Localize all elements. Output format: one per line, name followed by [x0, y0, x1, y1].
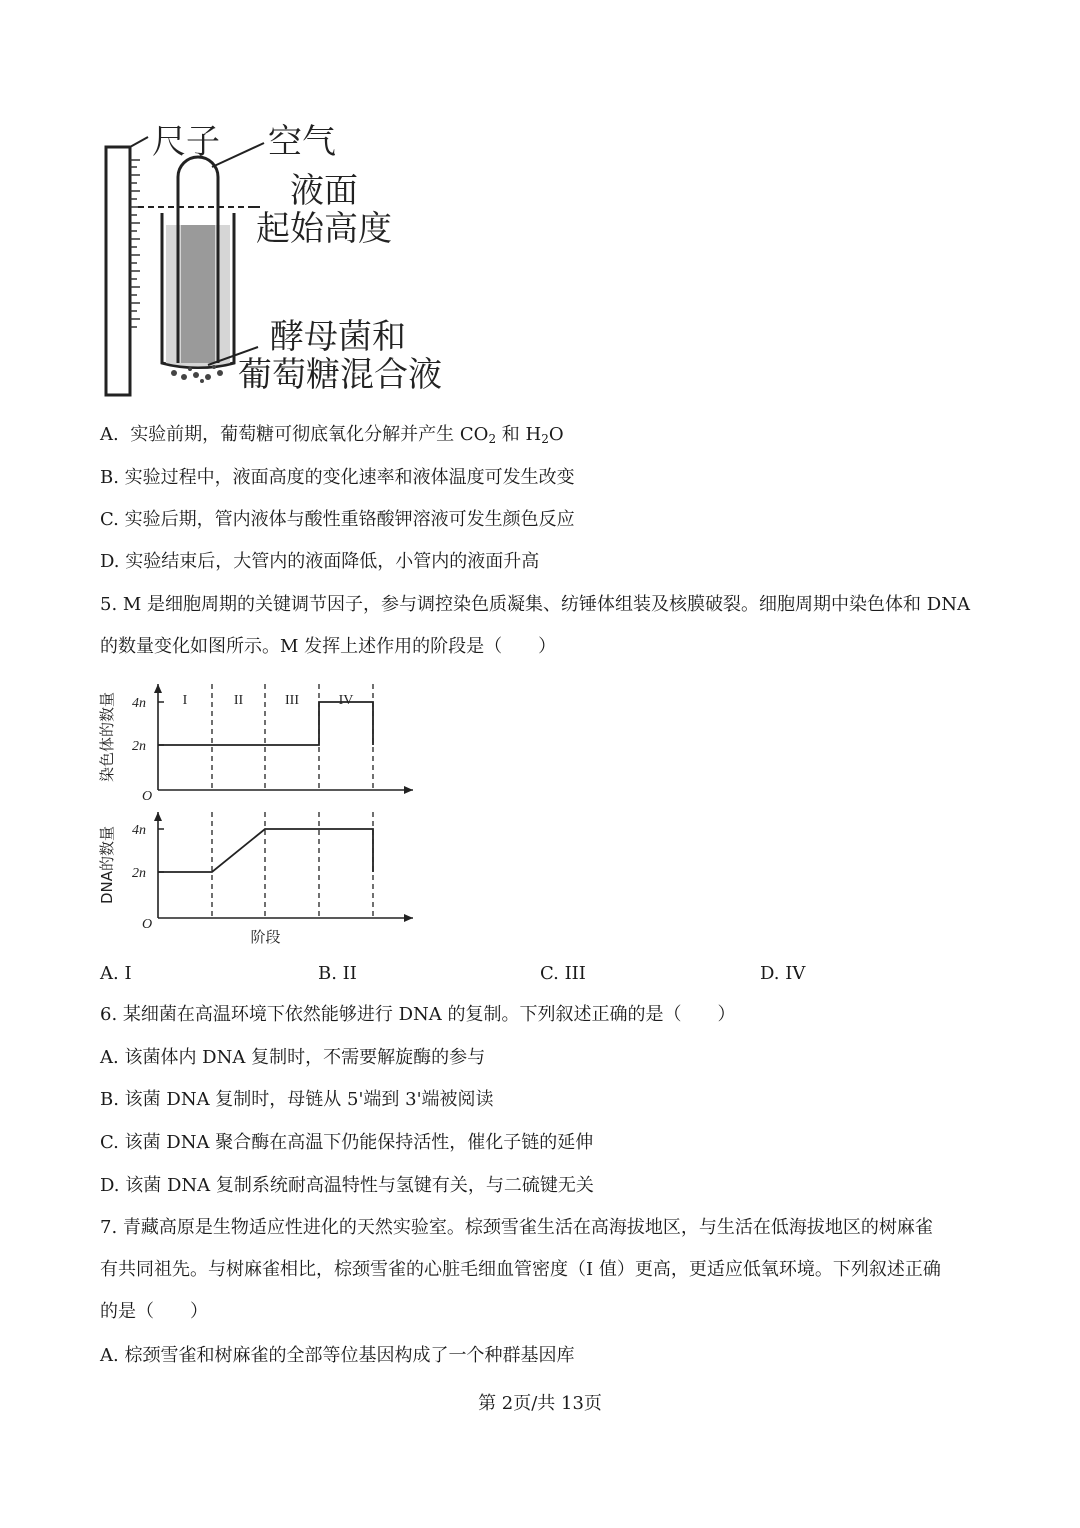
q4-option-a-prefix: A. — [100, 424, 119, 445]
label-start-height: 起始高度 — [256, 209, 392, 249]
q4-option-c: C. 实验后期，管内液体与酸性重铬酸钾溶液可发生颜色反应 — [100, 509, 575, 530]
q5-stem-line2: 的数量变化如图所示。M 发挥上述作用的阶段是（ ） — [100, 636, 557, 657]
q7-stem-line2: 有共同祖先。与树麻雀相比，棕颈雪雀的心脏毛细血管密度（I 值）更高，更适应低氧环境。下列叙述正确 — [100, 1259, 941, 1280]
label-mixture-line1: 酵母菌和 — [270, 317, 406, 357]
q6-stem: 6. 某细菌在高温环境下依然能够进行 DNA 的复制。下列叙述正确的是（ ） — [100, 1004, 736, 1025]
q5-option-b: B. II — [318, 963, 357, 984]
stage-label-II: II — [233, 693, 244, 708]
label-ruler: 尺子 — [152, 122, 220, 162]
x-axis-arrow-1 — [404, 786, 413, 794]
y-axis-arrow-2 — [154, 812, 162, 821]
label-air: 空气 — [268, 122, 336, 162]
q5-stem-line1: 5. M 是细胞周期的关键调节因子，参与调控染色质凝集、纺锤体组装及核膜破裂。细胞周期中染色体和 DNA — [100, 594, 970, 615]
q6-option-b: B. 该菌 DNA 复制时，母链从 5'端到 3'端被阅读 — [100, 1089, 494, 1110]
y-tick-label-1-2: 4n — [132, 696, 146, 711]
origin-label-1: O — [142, 789, 153, 804]
q7-stem-line3: 的是（ ） — [100, 1301, 208, 1322]
x-axis-arrow-2 — [404, 914, 413, 922]
stage-label-IV: IV — [338, 693, 354, 708]
q6-option-d: D. 该菌 DNA 复制系统耐高温特性与氢键有关，与二硫键无关 — [100, 1175, 594, 1196]
q4-option-a-text-1: 实验前期，葡萄糖可彻底氧化分解并产生 CO — [130, 424, 489, 445]
stage-label-I: I — [182, 693, 188, 708]
q7-stem-line1: 7. 青藏高原是生物适应性进化的天然实验室。棕颈雪雀生活在高海拔地区，与生活在低海拔地区的树麻雀 — [100, 1217, 933, 1238]
q5-option-c: C. III — [540, 963, 586, 984]
origin-label-2: O — [142, 917, 153, 932]
cell-cycle-charts-svg — [98, 672, 428, 952]
stage-label-III: III — [285, 693, 299, 708]
q4-option-d: D. 实验结束后，大管内的液面降低，小管内的液面升高 — [100, 551, 540, 572]
q7-option-a: A. 棕颈雪雀和树麻雀的全部等位基因构成了一个种群基因库 — [100, 1345, 575, 1366]
q4-option-a — [100, 423, 564, 451]
q4-option-a-sub-2: 2 — [541, 432, 549, 446]
label-mixture-line2: 葡萄糖混合液 — [238, 355, 442, 395]
y-axis-label-1: 染色体的数量 — [98, 691, 116, 783]
x-axis-label-2: 阶段 — [250, 928, 281, 946]
y-tick-label-2-2: 4n — [132, 823, 146, 838]
q4-option-a-sub-1: 2 — [488, 432, 497, 446]
y-tick-label-1-1: 2n — [132, 739, 146, 754]
q4-option-a-text-2: 和 H — [496, 424, 542, 445]
label-liquid-surface: 液面 — [290, 171, 358, 211]
cell-cycle-charts — [98, 672, 428, 952]
q4-option-b: B. 实验过程中，液面高度的变化速率和液体温度可发生改变 — [100, 467, 575, 488]
q5-option-a: A. I — [100, 963, 132, 984]
y-tick-label-2-1: 2n — [132, 866, 146, 881]
y-axis-label-2: DNA的数量 — [98, 825, 116, 905]
page-footer: 第 2页/共 13页 — [478, 1393, 602, 1414]
q6-option-a: A. 该菌体内 DNA 复制时，不需要解旋酶的参与 — [100, 1047, 486, 1068]
q6-option-c: C. 该菌 DNA 聚合酶在高温下仍能保持活性，催化子链的延伸 — [100, 1132, 594, 1153]
q4-option-a-text-3: O — [548, 424, 564, 445]
y-axis-arrow-1 — [154, 684, 162, 693]
q5-option-d: D. IV — [760, 963, 806, 984]
